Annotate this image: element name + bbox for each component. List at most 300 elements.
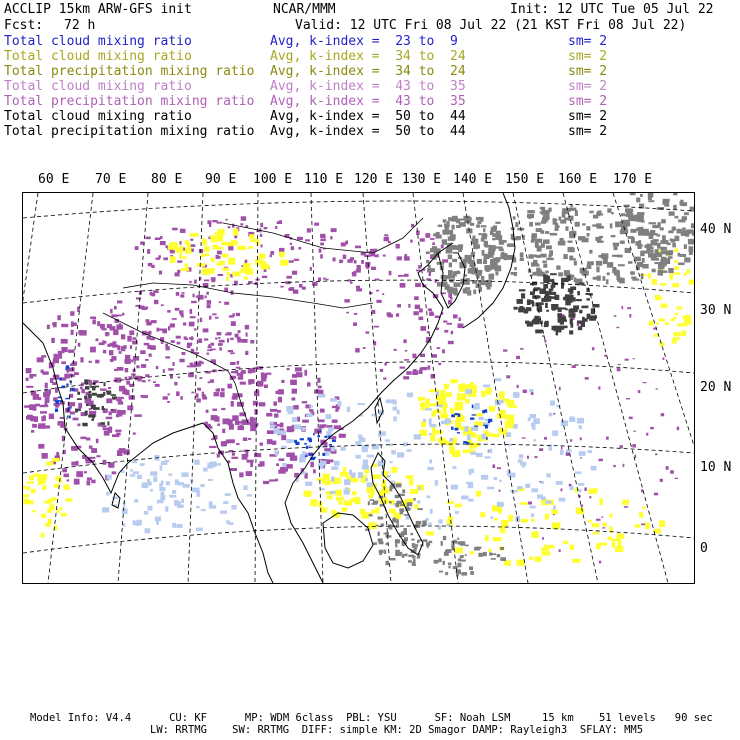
field-smoothing: sm= 2 bbox=[568, 79, 608, 94]
field-cell bbox=[534, 287, 541, 290]
field-cell bbox=[153, 381, 156, 383]
field-cell bbox=[370, 499, 375, 501]
field-cell bbox=[240, 269, 245, 273]
field-cell bbox=[606, 279, 609, 284]
field-cell bbox=[655, 249, 659, 252]
field-cell bbox=[198, 339, 202, 344]
field-cell bbox=[635, 241, 639, 246]
field-cell bbox=[175, 501, 181, 506]
field-cell bbox=[332, 420, 338, 423]
field-cell bbox=[625, 359, 629, 361]
lon-label: 170 E bbox=[613, 172, 653, 187]
field-cell bbox=[634, 431, 636, 432]
field-cell bbox=[274, 414, 279, 418]
field-cell bbox=[552, 522, 561, 529]
field-cell bbox=[172, 362, 174, 366]
field-cell bbox=[295, 442, 299, 445]
lat-label: 10 N bbox=[700, 460, 732, 475]
field-cell bbox=[105, 409, 108, 413]
field-cell bbox=[445, 572, 448, 575]
field-cell bbox=[570, 205, 573, 208]
field-cell bbox=[49, 414, 54, 420]
field-cell bbox=[314, 223, 319, 226]
field-cell bbox=[320, 243, 324, 246]
field-cell bbox=[653, 244, 659, 246]
field-cell bbox=[414, 354, 417, 356]
field-cell bbox=[630, 271, 635, 275]
field-cell bbox=[205, 253, 209, 256]
field-cell bbox=[191, 301, 197, 303]
field-cell bbox=[570, 545, 575, 550]
field-cell bbox=[172, 490, 176, 494]
field-cell bbox=[310, 267, 312, 271]
field-cell bbox=[546, 310, 549, 312]
field-cell bbox=[135, 246, 139, 250]
field-cell bbox=[519, 454, 523, 458]
field-cell bbox=[438, 519, 442, 523]
field-cell bbox=[78, 403, 82, 409]
field-cell bbox=[272, 441, 276, 445]
field-cell bbox=[150, 293, 156, 296]
field-cell bbox=[549, 254, 552, 257]
field-cell bbox=[472, 405, 474, 409]
field-cell bbox=[651, 250, 654, 253]
field-cell bbox=[454, 282, 461, 287]
lat-label: 20 N bbox=[700, 380, 732, 395]
field-cell bbox=[358, 403, 365, 405]
field-cell bbox=[366, 267, 369, 269]
field-cell bbox=[441, 292, 445, 294]
field-cell bbox=[373, 542, 377, 545]
field-avg: Avg, k-index = 50 to 44 bbox=[270, 109, 466, 124]
field-cell bbox=[687, 269, 690, 274]
field-cell bbox=[535, 456, 538, 458]
field-cell bbox=[215, 317, 219, 319]
field-cell bbox=[541, 481, 544, 484]
coastline-indochina bbox=[218, 448, 273, 583]
field-cell bbox=[91, 419, 94, 421]
field-cell bbox=[617, 278, 622, 282]
field-cell bbox=[501, 520, 508, 527]
field-cell bbox=[561, 278, 569, 282]
field-cell bbox=[356, 286, 360, 289]
field-cell bbox=[509, 405, 517, 408]
field-cell bbox=[385, 439, 390, 442]
field-cell bbox=[212, 220, 217, 222]
field-cell bbox=[122, 313, 124, 316]
field-cell bbox=[674, 332, 681, 336]
field-cell bbox=[521, 293, 525, 298]
field-cell bbox=[181, 499, 184, 504]
field-cell bbox=[519, 309, 523, 312]
field-cell bbox=[248, 281, 253, 284]
field-cell bbox=[520, 519, 528, 522]
field-cell bbox=[64, 474, 70, 478]
field-cell bbox=[145, 237, 150, 240]
field-cell bbox=[558, 307, 562, 312]
field-cell bbox=[191, 349, 195, 352]
field-cell bbox=[302, 427, 306, 431]
field-cell bbox=[561, 319, 567, 322]
field-cell bbox=[368, 501, 370, 505]
field-avg: Avg, k-index = 50 to 44 bbox=[270, 124, 466, 139]
field-cell bbox=[187, 343, 192, 346]
field-cell bbox=[404, 359, 409, 361]
field-cell bbox=[517, 385, 519, 388]
field-cell bbox=[606, 437, 609, 440]
field-cell bbox=[652, 269, 656, 273]
field-cell bbox=[220, 392, 225, 397]
lat-label: 40 N bbox=[700, 222, 732, 237]
field-cell bbox=[404, 514, 408, 516]
field-cell bbox=[531, 519, 535, 522]
field-cell bbox=[237, 361, 240, 365]
field-cell bbox=[228, 246, 233, 251]
field-cell bbox=[673, 193, 677, 195]
field-cell bbox=[493, 225, 497, 230]
field-cell bbox=[31, 489, 36, 494]
field-cell bbox=[616, 270, 619, 276]
field-cell bbox=[545, 303, 548, 308]
field-cell bbox=[614, 315, 616, 317]
field-cell bbox=[476, 453, 483, 457]
field-cell bbox=[217, 332, 222, 335]
field-cell bbox=[126, 362, 129, 364]
field-cell bbox=[334, 461, 340, 466]
field-cell bbox=[549, 289, 554, 291]
field-cell bbox=[585, 377, 589, 380]
field-cell bbox=[58, 353, 62, 359]
field-cell bbox=[428, 523, 432, 525]
field-cell bbox=[418, 397, 425, 401]
field-cell bbox=[465, 545, 469, 547]
field-cell bbox=[593, 532, 600, 535]
field-cell bbox=[550, 273, 557, 275]
field-cell bbox=[133, 432, 136, 434]
field-cell bbox=[340, 472, 348, 477]
field-cell bbox=[658, 319, 665, 322]
field-cell bbox=[551, 285, 554, 289]
field-cell bbox=[471, 252, 475, 257]
field-cell bbox=[201, 362, 204, 365]
field-cell bbox=[221, 408, 225, 410]
field-cell bbox=[397, 256, 402, 260]
field-cell bbox=[201, 509, 206, 511]
field-cell bbox=[599, 561, 601, 564]
field-cell bbox=[542, 537, 544, 540]
field-cell bbox=[208, 344, 210, 346]
field-cell bbox=[159, 487, 165, 491]
field-cell bbox=[587, 233, 590, 237]
field-cell bbox=[245, 351, 248, 355]
field-cell bbox=[645, 523, 650, 530]
field-cell bbox=[360, 478, 364, 482]
field-cell bbox=[355, 455, 360, 459]
field-cell bbox=[618, 264, 625, 266]
forecast-label: Fcst: bbox=[4, 18, 44, 33]
field-cell bbox=[208, 381, 210, 383]
field-cell bbox=[129, 330, 134, 335]
field-cell bbox=[111, 314, 117, 317]
field-cell bbox=[558, 272, 563, 276]
field-cell bbox=[309, 409, 314, 411]
field-cell bbox=[232, 396, 238, 400]
field-cell bbox=[692, 230, 694, 236]
field-cell bbox=[410, 533, 413, 535]
field-cell bbox=[292, 389, 297, 394]
field-cell bbox=[483, 257, 486, 262]
field-cell bbox=[665, 322, 669, 326]
field-cell bbox=[451, 414, 455, 417]
field-cell bbox=[307, 382, 311, 386]
forecast-hours: 72 h bbox=[64, 18, 96, 33]
field-cell bbox=[435, 480, 438, 486]
field-cell bbox=[276, 463, 279, 466]
field-cell bbox=[427, 496, 431, 499]
field-cell bbox=[492, 238, 495, 240]
field-cell bbox=[293, 405, 299, 409]
field-cell bbox=[116, 399, 122, 401]
field-cell bbox=[178, 377, 181, 379]
field-cell bbox=[125, 368, 129, 372]
field-cell bbox=[147, 479, 150, 484]
field-cell bbox=[219, 301, 221, 303]
field-cell bbox=[74, 388, 78, 391]
field-cell bbox=[78, 343, 81, 347]
field-cell bbox=[209, 446, 216, 448]
field-cell bbox=[291, 246, 294, 250]
field-cell bbox=[379, 550, 384, 554]
field-cell bbox=[533, 418, 540, 424]
field-cell bbox=[160, 241, 166, 245]
field-cell bbox=[42, 485, 46, 490]
field-cell bbox=[41, 416, 44, 421]
field-cell bbox=[137, 475, 142, 479]
field-cell bbox=[569, 301, 573, 303]
field-cell bbox=[576, 508, 584, 515]
field-cell bbox=[206, 410, 209, 413]
field-cell bbox=[525, 321, 529, 324]
field-cell bbox=[220, 511, 227, 514]
field-cell bbox=[127, 405, 133, 410]
field-cell bbox=[338, 501, 342, 505]
field-cell bbox=[514, 267, 517, 270]
field-cell bbox=[96, 439, 99, 443]
field-cell bbox=[167, 401, 170, 403]
field-cell bbox=[414, 547, 417, 549]
field-cell bbox=[440, 413, 448, 418]
field-cell bbox=[473, 242, 476, 245]
field-cell bbox=[553, 413, 555, 415]
field-cell bbox=[318, 394, 325, 398]
field-cell bbox=[509, 444, 512, 446]
field-cell bbox=[380, 369, 383, 372]
field-cell bbox=[169, 495, 176, 498]
field-cell bbox=[176, 524, 182, 528]
field-cell bbox=[109, 411, 112, 415]
field-cell bbox=[88, 415, 94, 418]
field-cell bbox=[215, 235, 223, 241]
field-cell bbox=[387, 475, 391, 478]
field-cell bbox=[573, 305, 579, 309]
field-cell bbox=[40, 411, 47, 413]
field-cell bbox=[374, 326, 379, 328]
field-cell bbox=[450, 379, 458, 383]
field-cell bbox=[575, 210, 578, 216]
field-cell bbox=[212, 313, 216, 315]
field-cell bbox=[227, 272, 230, 276]
field-cell bbox=[351, 473, 356, 478]
field-cell bbox=[111, 356, 116, 361]
field-cell bbox=[395, 539, 400, 543]
field-cell bbox=[563, 541, 568, 544]
field-cell bbox=[147, 322, 152, 325]
field-cell bbox=[320, 507, 327, 512]
field-cell bbox=[513, 393, 520, 395]
field-cell bbox=[386, 399, 393, 403]
field-cell bbox=[37, 357, 44, 362]
field-cell bbox=[432, 427, 436, 434]
field-cell bbox=[656, 388, 659, 389]
field-cell bbox=[207, 300, 212, 304]
field-cell bbox=[448, 300, 452, 304]
field-cell bbox=[494, 477, 498, 480]
field-cell bbox=[587, 314, 591, 319]
field-cell bbox=[641, 524, 645, 526]
field-cell bbox=[26, 368, 32, 373]
lon-label: 140 E bbox=[453, 172, 493, 187]
field-cell bbox=[640, 194, 643, 197]
field-cell bbox=[556, 481, 563, 485]
field-cell bbox=[581, 505, 583, 507]
field-cell bbox=[543, 239, 550, 244]
field-cell bbox=[663, 240, 669, 244]
field-cell bbox=[31, 430, 34, 433]
field-cell bbox=[34, 473, 40, 477]
field-cell bbox=[41, 513, 46, 516]
field-cell bbox=[287, 428, 292, 432]
field-cell bbox=[228, 421, 233, 426]
field-cell bbox=[531, 513, 534, 517]
field-cell bbox=[90, 317, 96, 320]
field-cell bbox=[350, 257, 354, 260]
field-cell bbox=[90, 386, 96, 388]
field-cell bbox=[165, 506, 168, 512]
field-cell bbox=[542, 261, 547, 263]
field-cell bbox=[270, 409, 277, 412]
field-cell bbox=[545, 271, 549, 274]
field-cell bbox=[47, 325, 50, 330]
field-cell bbox=[331, 466, 338, 470]
field-cell bbox=[345, 487, 349, 489]
field-cell bbox=[406, 371, 411, 375]
field-cell bbox=[331, 228, 337, 232]
field-cell bbox=[80, 437, 86, 440]
field-cell bbox=[454, 548, 463, 554]
field-cell bbox=[429, 424, 436, 427]
field-cell bbox=[217, 423, 220, 426]
field-cell bbox=[532, 531, 539, 538]
field-cell bbox=[369, 514, 373, 516]
field-cell bbox=[45, 389, 52, 394]
field-cell bbox=[47, 462, 53, 465]
field-smoothing: sm= 2 bbox=[568, 124, 608, 139]
field-cell bbox=[191, 365, 197, 368]
field-cell bbox=[516, 236, 522, 240]
field-name: Total cloud mixing ratio bbox=[4, 109, 192, 124]
field-cell bbox=[331, 476, 334, 481]
field-cell bbox=[432, 242, 435, 245]
field-cell bbox=[507, 415, 514, 423]
field-cell bbox=[278, 397, 282, 403]
field-cell bbox=[578, 236, 585, 240]
lon-label: 110 E bbox=[304, 172, 344, 187]
field-cell bbox=[565, 294, 569, 299]
field-cell bbox=[553, 506, 556, 510]
field-cell bbox=[163, 369, 165, 373]
field-cell bbox=[353, 322, 357, 326]
field-cell bbox=[453, 566, 458, 569]
field-cell bbox=[575, 222, 580, 227]
field-cell bbox=[125, 377, 128, 381]
field-cell bbox=[535, 556, 542, 562]
field-cell bbox=[495, 257, 500, 260]
field-cell bbox=[153, 476, 157, 482]
field-cell bbox=[230, 362, 236, 365]
field-cell bbox=[66, 384, 68, 386]
field-cell bbox=[103, 428, 109, 431]
field-cell bbox=[662, 358, 664, 360]
field-cell bbox=[308, 445, 311, 449]
field-cell bbox=[529, 222, 533, 227]
field-cell bbox=[161, 304, 164, 306]
field-cell bbox=[542, 551, 551, 555]
field-name: Total precipitation mixing ratio bbox=[4, 64, 255, 79]
meridian bbox=[363, 193, 391, 583]
field-cell bbox=[240, 382, 246, 385]
field-cell bbox=[270, 254, 272, 257]
field-cell bbox=[397, 452, 404, 457]
field-cell bbox=[386, 561, 389, 565]
field-cell bbox=[603, 523, 607, 527]
field-cell bbox=[292, 397, 296, 400]
field-cell bbox=[168, 368, 173, 371]
field-cell bbox=[545, 514, 549, 520]
field-cell bbox=[318, 278, 321, 282]
field-cell bbox=[209, 316, 212, 320]
field-cell bbox=[55, 387, 58, 393]
field-cell bbox=[294, 424, 301, 429]
field-cell bbox=[672, 243, 676, 248]
field-cell bbox=[563, 254, 568, 259]
field-cell bbox=[67, 479, 70, 481]
field-cell bbox=[654, 334, 658, 337]
field-cell bbox=[545, 501, 551, 504]
field-cell bbox=[494, 518, 498, 521]
field-cell bbox=[313, 469, 316, 473]
field-cell bbox=[389, 509, 396, 514]
field-cell bbox=[575, 472, 582, 474]
field-cell bbox=[32, 424, 37, 428]
field-cell bbox=[73, 418, 79, 421]
field-cell bbox=[280, 260, 288, 266]
field-cell bbox=[488, 419, 492, 422]
field-cell bbox=[330, 491, 336, 494]
field-cell bbox=[45, 426, 49, 429]
field-cell bbox=[170, 323, 175, 327]
field-cell bbox=[210, 379, 214, 382]
field-cell bbox=[289, 260, 294, 262]
